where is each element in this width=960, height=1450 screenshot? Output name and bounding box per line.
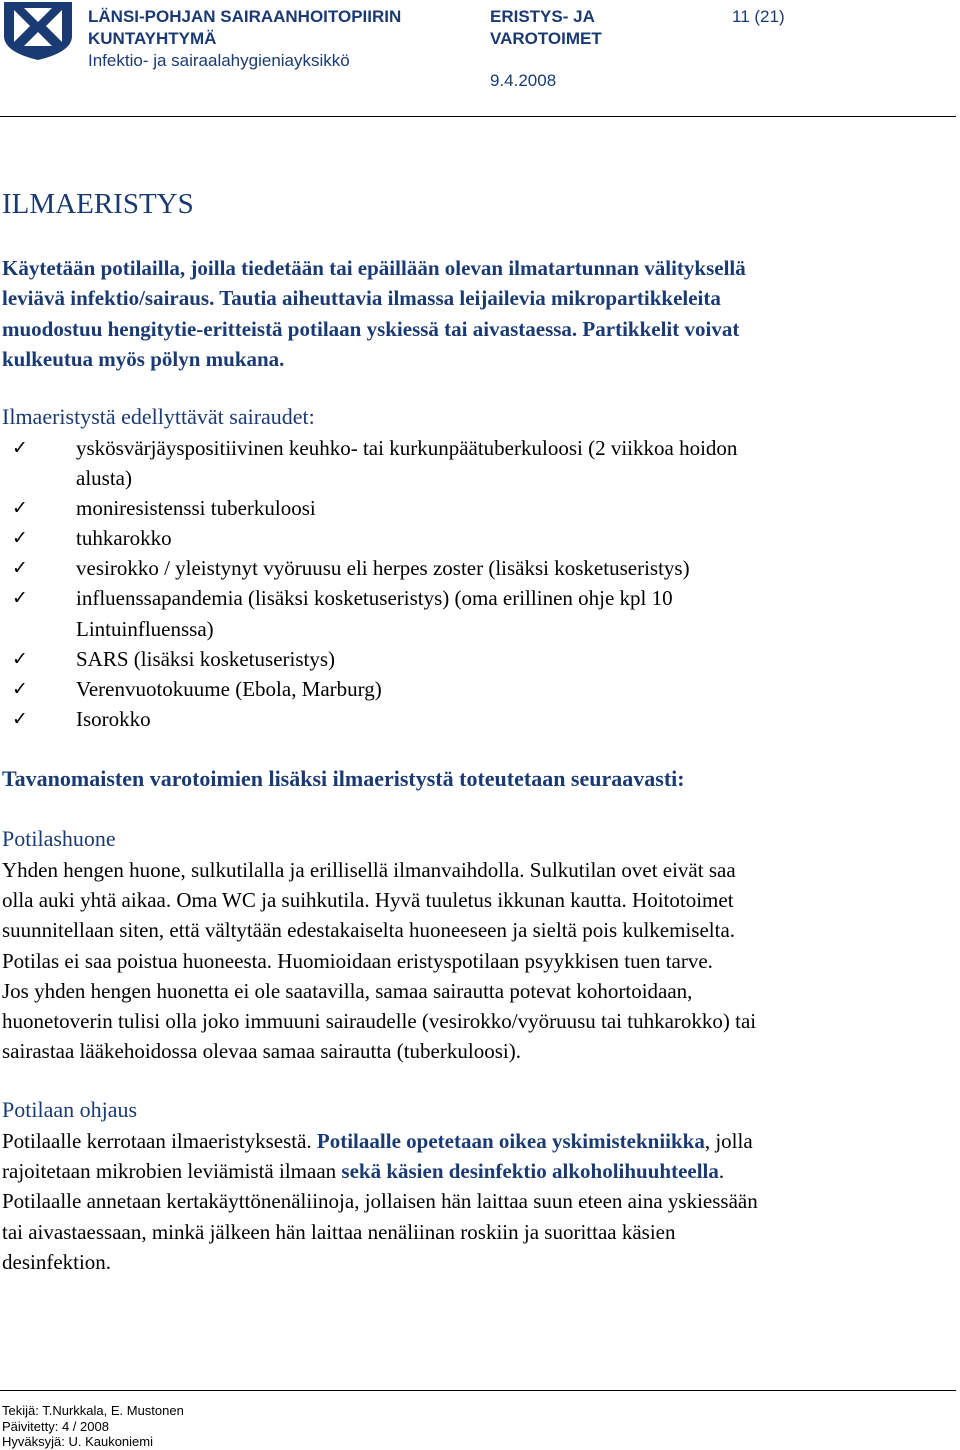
list-item: ✓ Verenvuotokuume (Ebola, Marburg) <box>2 674 952 704</box>
footer-divider <box>0 1390 956 1391</box>
check-icon: ✓ <box>12 527 28 550</box>
doc-title-line1: ERISTYS- JA <box>490 7 595 26</box>
list-item: ✓ tuhkarokko <box>2 523 952 553</box>
intro-line: Käytetään potilailla, joilla tiedetään tai epäillään olevan ilmatartunnan välityksellä <box>2 256 746 280</box>
org-name-line2: KUNTAYHTYMÄ <box>88 29 217 48</box>
footer-approved: Hyväksyjä: U. Kaukoniemi <box>2 1434 153 1449</box>
intro-line: muodostuu hengitytie-eritteistä potilaan yskiessä tai aivastaessa. Partikkelit voivat <box>2 316 740 341</box>
emphasis-text: sekä käsien desinfektio alkoholihuuhteella <box>341 1159 719 1184</box>
intro-line: leviävä infektio/sairaus. Tautia aiheuttavia ilmassa leijailevia mikropartikkeleita <box>2 286 721 311</box>
check-icon: ✓ <box>12 647 28 670</box>
list-item: ✓ yskösvärjäyspositiivinen keuhko- tai kurkunpäätuberkuloosi (2 viikkoa hoidon alusta) <box>2 433 952 493</box>
room-paragraph: Yhden hengen huone, sulkutilalla ja erillisellä ilmanvaihdolla. Sulkutilan ovet eivät saa olla auki yhtä aikaa. Oma WC ja suihkutila. Hyvä tuuletus ikkunan kautta. Hoitotoimet suunnitellaan siten, että vältytään edestakaiselta huoneeseen ja sieltä pois kulkemiselta. Potilas ei saa poistua huoneesta. Huomioidaan eristyspotilaan psyykkisen tuen tarve. Jos yhden hengen huonetta ei ole saatavilla, samaa sairautta potevat kohortoidaan, huonetoverin tulisi olla joko immuuni sairaudelle (vesirokko/vyöruusu tai tuhkarokko) tai sairastaa lääkehoidossa olevaa samaa sairautta (tuberkuloosi). <box>2 858 757 1064</box>
list-item: ✓ influenssapandemia (lisäksi kosketuseristys) (oma erillinen ohje kpl 10 Lintuinfluenssa) <box>2 583 952 643</box>
intro-line: kulkeutua myös pölyn mukana. <box>2 347 285 372</box>
footer-updated: Päivitetty: 4 / 2008 <box>2 1419 109 1434</box>
doc-title-line2: VAROTOIMET <box>490 29 602 48</box>
guidance-paragraph: Potilaalle kerrotaan ilmaeristyksestä. Potilaalle opetetaan oikea yskimistekniikka, jolla rajoitetaan mikrobien leviämistä ilmaan sekä käsien desinfektio alkoholihuuhteella. Potilaalle annetaan kertakäyttönenäliinoja, jollaisen hän laittaa suun eteen aina yskiessään tai aivastaessaan, minkä jälkeen hän laittaa nenäliinan roskiin ja suorittaa käsien desinfektion. <box>2 1129 758 1274</box>
list-item: ✓ vesirokko / yleistynyt vyöruusu eli herpes zoster (lisäksi kosketuseristys) <box>2 553 952 583</box>
guidance-heading: Potilaan ohjaus <box>2 1097 138 1122</box>
emphasis-text: Potilaalle opetetaan oikea yskimistekniikka <box>316 1129 705 1153</box>
page-number: 11 (21) <box>732 7 785 26</box>
check-icon: ✓ <box>12 587 28 610</box>
hospital-district-logo <box>0 0 76 62</box>
check-icon: ✓ <box>12 707 28 730</box>
list-item: ✓ SARS (lisäksi kosketuseristys) <box>2 644 952 674</box>
measures-heading: Tavanomaisten varotoimien lisäksi ilmaeristystä toteutetaan seuraavasti: <box>2 766 685 791</box>
header-divider <box>0 116 956 117</box>
doc-date: 9.4.2008 <box>490 71 557 90</box>
org-name-line1: LÄNSI-POHJAN SAIRAANHOITOPIIRIN <box>88 7 402 26</box>
footer-author: Tekijä: T.Nurkkala, E. Mustonen <box>2 1403 184 1418</box>
unit-name: Infektio- ja sairaalahygieniayksikkö <box>88 51 350 70</box>
diseases-heading: Ilmaeristystä edellyttävät sairaudet: <box>2 404 315 429</box>
intro-paragraph <box>2 253 952 375</box>
list-item: ✓ moniresistenssi tuberkuloosi <box>2 493 952 523</box>
list-item: ✓ Isorokko <box>2 704 952 734</box>
disease-list <box>2 433 952 734</box>
check-icon: ✓ <box>12 437 28 459</box>
check-icon: ✓ <box>12 497 28 520</box>
check-icon: ✓ <box>12 557 28 580</box>
check-icon: ✓ <box>12 677 28 700</box>
room-heading: Potilashuone <box>2 826 116 851</box>
page-title: ILMAERISTYS <box>2 188 194 220</box>
